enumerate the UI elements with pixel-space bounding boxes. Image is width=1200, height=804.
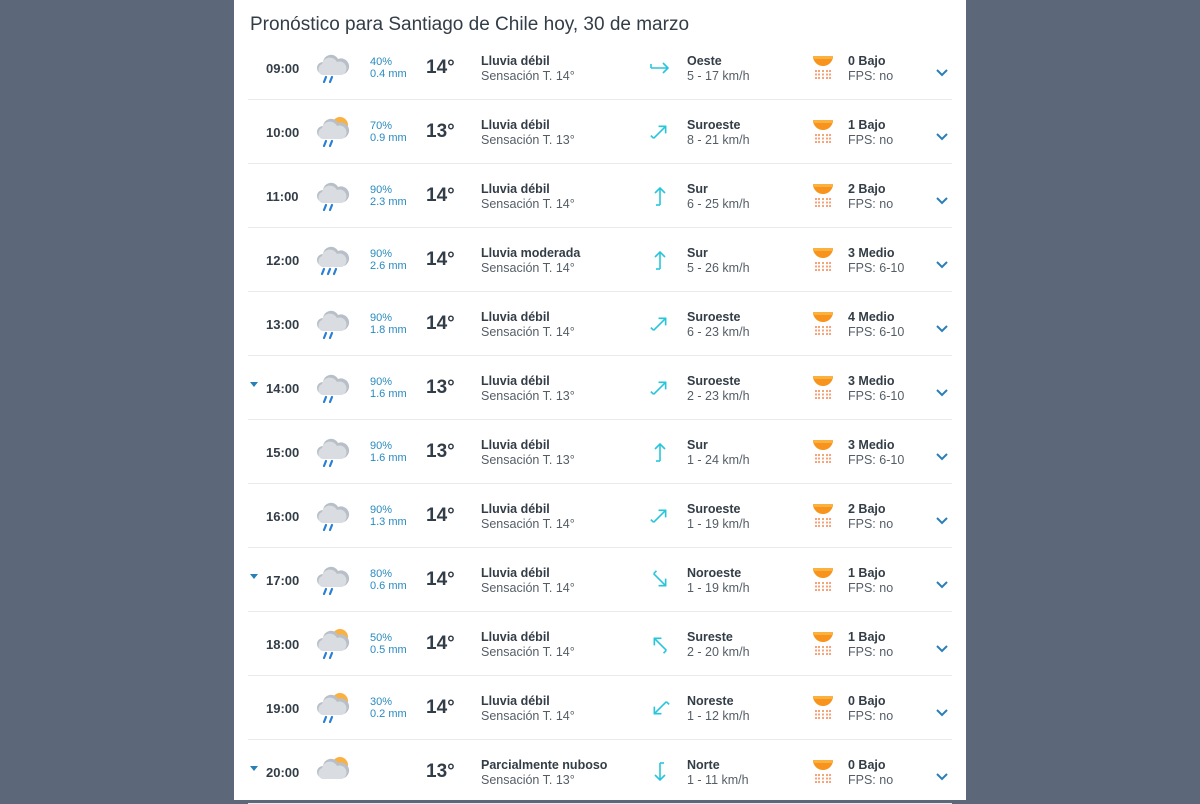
uv-value: 3 Medio (848, 246, 895, 260)
rain-amount: 1.6 mm (370, 388, 407, 400)
hour: 18:00 (266, 637, 300, 652)
uv-value: 2 Bajo (848, 182, 886, 196)
uv-value: 0 Bajo (848, 54, 886, 68)
spf-recommendation: FPS: no (848, 517, 894, 531)
rain-probability: 90% (370, 248, 393, 260)
hour: 09:00 (266, 61, 300, 76)
heavy-rain-cloud-icon (314, 242, 350, 276)
hour: 19:00 (266, 701, 300, 716)
feels-like: Sensación T. 14° (481, 517, 575, 531)
uv-sun-icon (812, 54, 834, 82)
feels-like: Sensación T. 13° (481, 133, 575, 147)
page-title: Pronóstico para Santiago de Chile hoy, 30 de marzo (250, 14, 690, 35)
condition (481, 118, 575, 148)
wind (687, 182, 750, 212)
wind-speed: 1 - 24 km/h (687, 453, 750, 467)
wind (687, 438, 750, 468)
uv-sun-icon (812, 502, 834, 530)
current-period-marker-icon (250, 574, 258, 579)
hour: 20:00 (266, 765, 300, 780)
rain-amount: 1.8 mm (370, 324, 407, 336)
condition-text: Lluvia débil (481, 182, 550, 196)
wind-direction-arrow-icon (648, 184, 672, 208)
spf-recommendation: FPS: no (848, 773, 894, 787)
rain-amount: 0.2 mm (370, 708, 407, 720)
uv-value: 3 Medio (848, 374, 895, 388)
hour: 17:00 (266, 573, 300, 588)
rain-amount: 0.6 mm (370, 580, 407, 592)
wind-direction: Sur (687, 182, 708, 196)
rain-cloud-icon (314, 498, 350, 532)
sun-rain-cloud-icon (314, 690, 350, 724)
condition (481, 758, 607, 788)
temperature: 13° (426, 121, 455, 142)
chevron-down-icon[interactable] (936, 261, 948, 269)
uv-value: 0 Bajo (848, 694, 886, 708)
spf-recommendation: FPS: 6-10 (848, 453, 905, 467)
wind-speed: 5 - 17 km/h (687, 69, 750, 83)
rain-probability: 70% (370, 120, 393, 132)
wind-direction: Sur (687, 246, 708, 260)
condition-text: Lluvia débil (481, 630, 550, 644)
forecast-row[interactable] (248, 484, 952, 548)
uv-index (848, 758, 893, 788)
uv-value: 0 Bajo (848, 758, 886, 772)
precipitation (370, 312, 407, 336)
sun-rain-cloud-icon (314, 114, 350, 148)
temperature: 14° (426, 697, 455, 718)
temperature: 14° (426, 313, 455, 334)
forecast-row[interactable] (248, 740, 952, 804)
uv-sun-icon (812, 374, 834, 402)
uv-sun-icon (812, 630, 834, 658)
wind-speed: 1 - 11 km/h (687, 773, 749, 787)
rain-cloud-icon (314, 178, 350, 212)
temperature: 14° (426, 569, 455, 590)
uv-value: 4 Medio (848, 310, 895, 324)
condition (481, 182, 575, 212)
precipitation (370, 504, 407, 528)
chevron-down-icon[interactable] (936, 453, 948, 461)
precipitation (370, 120, 407, 144)
spf-recommendation: FPS: no (848, 581, 894, 595)
condition (481, 566, 575, 596)
condition (481, 694, 575, 724)
feels-like: Sensación T. 14° (481, 261, 575, 275)
hour: 16:00 (266, 509, 300, 524)
uv-index (848, 310, 904, 340)
condition (481, 438, 575, 468)
wind-speed: 6 - 23 km/h (687, 325, 750, 339)
precipitation (370, 56, 407, 80)
feels-like: Sensación T. 13° (481, 453, 575, 467)
uv-sun-icon (812, 438, 834, 466)
rain-amount: 2.3 mm (370, 196, 407, 208)
wind-speed: 1 - 12 km/h (687, 709, 750, 723)
temperature: 14° (426, 185, 455, 206)
forecast-row[interactable] (248, 612, 952, 676)
feels-like: Sensación T. 14° (481, 645, 575, 659)
wind-direction-arrow-icon (648, 376, 672, 400)
condition-text: Lluvia débil (481, 502, 550, 516)
rain-probability: 40% (370, 56, 393, 68)
condition (481, 630, 575, 660)
temperature: 13° (426, 377, 455, 398)
wind (687, 118, 750, 148)
temperature: 14° (426, 249, 455, 270)
precipitation (370, 248, 407, 272)
wind-direction: Noreste (687, 694, 734, 708)
condition (481, 502, 575, 532)
forecast-row[interactable] (248, 36, 952, 100)
feels-like: Sensación T. 14° (481, 69, 575, 83)
wind (687, 566, 750, 596)
condition-text: Lluvia débil (481, 54, 550, 68)
forecast-panel (234, 0, 966, 800)
forecast-row[interactable] (248, 292, 952, 356)
uv-sun-icon (812, 566, 834, 594)
spf-recommendation: FPS: no (848, 133, 894, 147)
chevron-down-icon[interactable] (936, 645, 948, 653)
wind-direction-arrow-icon (648, 568, 672, 592)
condition-text: Lluvia débil (481, 374, 550, 388)
condition-text: Lluvia débil (481, 694, 550, 708)
wind-speed: 6 - 25 km/h (687, 197, 750, 211)
hour: 14:00 (266, 381, 300, 396)
hour: 12:00 (266, 253, 300, 268)
wind (687, 758, 749, 788)
wind-direction-arrow-icon (648, 120, 672, 144)
wind-direction: Norte (687, 758, 720, 772)
wind (687, 374, 750, 404)
temperature: 13° (426, 761, 455, 782)
wind (687, 502, 750, 532)
feels-like: Sensación T. 14° (481, 197, 575, 211)
uv-value: 1 Bajo (848, 630, 886, 644)
sun-rain-cloud-icon (314, 626, 350, 660)
uv-index (848, 438, 904, 468)
chevron-down-icon[interactable] (936, 773, 948, 781)
wind (687, 54, 750, 84)
wind-direction-arrow-icon (648, 312, 672, 336)
rain-probability: 80% (370, 568, 393, 580)
uv-sun-icon (812, 118, 834, 146)
wind (687, 630, 750, 660)
chevron-down-icon[interactable] (936, 517, 948, 525)
rain-cloud-icon (314, 370, 350, 404)
wind-direction-arrow-icon (648, 632, 672, 656)
uv-sun-icon (812, 182, 834, 210)
rain-probability: 90% (370, 312, 393, 324)
uv-index (848, 630, 893, 660)
current-period-marker-icon (250, 382, 258, 387)
rain-amount: 1.3 mm (370, 516, 407, 528)
temperature: 14° (426, 505, 455, 526)
precipitation (370, 696, 407, 720)
condition-text: Parcialmente nuboso (481, 758, 608, 772)
forecast-row[interactable] (248, 228, 952, 292)
condition-text: Lluvia débil (481, 118, 550, 132)
wind-direction-arrow-icon (648, 248, 672, 272)
uv-index (848, 502, 893, 532)
spf-recommendation: FPS: no (848, 197, 894, 211)
rain-probability: 50% (370, 632, 393, 644)
condition-text: Lluvia débil (481, 310, 550, 324)
hour: 15:00 (266, 445, 300, 460)
hour: 10:00 (266, 125, 300, 140)
spf-recommendation: FPS: 6-10 (848, 389, 905, 403)
wind-direction-arrow-icon (648, 504, 672, 528)
chevron-down-icon[interactable] (936, 389, 948, 397)
spf-recommendation: FPS: 6-10 (848, 325, 905, 339)
rain-cloud-icon (314, 306, 350, 340)
condition (481, 54, 575, 84)
wind (687, 310, 750, 340)
rain-probability: 90% (370, 504, 393, 516)
spf-recommendation: FPS: 6-10 (848, 261, 905, 275)
chevron-down-icon[interactable] (936, 709, 948, 717)
wind-speed: 8 - 21 km/h (687, 133, 750, 147)
wind-direction: Suroeste (687, 374, 741, 388)
chevron-down-icon[interactable] (936, 133, 948, 141)
rain-amount: 0.9 mm (370, 132, 407, 144)
wind-direction-arrow-icon (648, 56, 672, 80)
precipitation (370, 376, 407, 400)
rain-probability: 90% (370, 184, 393, 196)
wind-speed: 1 - 19 km/h (687, 581, 750, 595)
condition (481, 246, 580, 276)
rain-probability: 90% (370, 376, 393, 388)
forecast-row[interactable] (248, 356, 952, 420)
wind-direction: Suroeste (687, 502, 741, 516)
wind-direction-arrow-icon (648, 440, 672, 464)
rain-amount: 2.6 mm (370, 260, 407, 272)
spf-recommendation: FPS: no (848, 709, 894, 723)
condition (481, 374, 575, 404)
hourly-forecast-list (248, 36, 952, 804)
uv-index (848, 246, 904, 276)
spf-recommendation: FPS: no (848, 645, 894, 659)
feels-like: Sensación T. 13° (481, 773, 575, 787)
feels-like: Sensación T. 14° (481, 325, 575, 339)
precipitation (370, 440, 407, 464)
forecast-row[interactable] (248, 100, 952, 164)
wind-direction-arrow-icon (648, 696, 672, 720)
partly-cloudy-icon (314, 754, 350, 788)
forecast-row[interactable] (248, 548, 952, 612)
uv-value: 1 Bajo (848, 118, 886, 132)
uv-sun-icon (812, 694, 834, 722)
uv-index (848, 118, 893, 148)
uv-value: 3 Medio (848, 438, 895, 452)
current-period-marker-icon (250, 766, 258, 771)
uv-index (848, 694, 893, 724)
feels-like: Sensación T. 14° (481, 709, 575, 723)
hour: 11:00 (266, 189, 299, 204)
uv-index (848, 566, 893, 596)
wind-speed: 1 - 19 km/h (687, 517, 750, 531)
rain-amount: 0.4 mm (370, 68, 407, 80)
uv-index (848, 374, 904, 404)
uv-index (848, 182, 893, 212)
rain-cloud-icon (314, 562, 350, 596)
wind-speed: 2 - 20 km/h (687, 645, 750, 659)
chevron-down-icon[interactable] (936, 325, 948, 333)
wind-direction: Suroeste (687, 310, 741, 324)
wind (687, 694, 750, 724)
uv-sun-icon (812, 758, 834, 786)
rain-cloud-icon (314, 434, 350, 468)
temperature: 14° (426, 57, 455, 78)
rain-amount: 0.5 mm (370, 644, 407, 656)
wind-direction: Suroeste (687, 118, 741, 132)
precipitation (370, 184, 407, 208)
condition-text: Lluvia moderada (481, 246, 581, 260)
chevron-down-icon[interactable] (936, 197, 948, 205)
wind-direction: Sur (687, 438, 708, 452)
uv-value: 1 Bajo (848, 566, 886, 580)
forecast-row[interactable] (248, 164, 952, 228)
wind-direction: Oeste (687, 54, 722, 68)
wind-direction: Noroeste (687, 566, 742, 580)
rain-probability: 30% (370, 696, 393, 708)
wind-direction: Sureste (687, 630, 733, 644)
temperature: 13° (426, 441, 455, 462)
hour: 13:00 (266, 317, 300, 332)
condition-text: Lluvia débil (481, 438, 550, 452)
precipitation (370, 632, 407, 656)
condition-text: Lluvia débil (481, 566, 550, 580)
uv-sun-icon (812, 246, 834, 274)
spf-recommendation: FPS: no (848, 69, 894, 83)
wind-speed: 5 - 26 km/h (687, 261, 750, 275)
uv-value: 2 Bajo (848, 502, 886, 516)
rain-probability: 90% (370, 440, 393, 452)
forecast-row[interactable] (248, 420, 952, 484)
rain-amount: 1.6 mm (370, 452, 407, 464)
condition (481, 310, 575, 340)
rain-cloud-icon (314, 50, 350, 84)
uv-sun-icon (812, 310, 834, 338)
feels-like: Sensación T. 13° (481, 389, 575, 403)
chevron-down-icon[interactable] (936, 69, 948, 77)
wind (687, 246, 750, 276)
wind-direction-arrow-icon (648, 760, 672, 784)
temperature: 14° (426, 633, 455, 654)
chevron-down-icon[interactable] (936, 581, 948, 589)
forecast-row[interactable] (248, 676, 952, 740)
wind-speed: 2 - 23 km/h (687, 389, 750, 403)
precipitation (370, 568, 407, 592)
feels-like: Sensación T. 14° (481, 581, 575, 595)
uv-index (848, 54, 893, 84)
